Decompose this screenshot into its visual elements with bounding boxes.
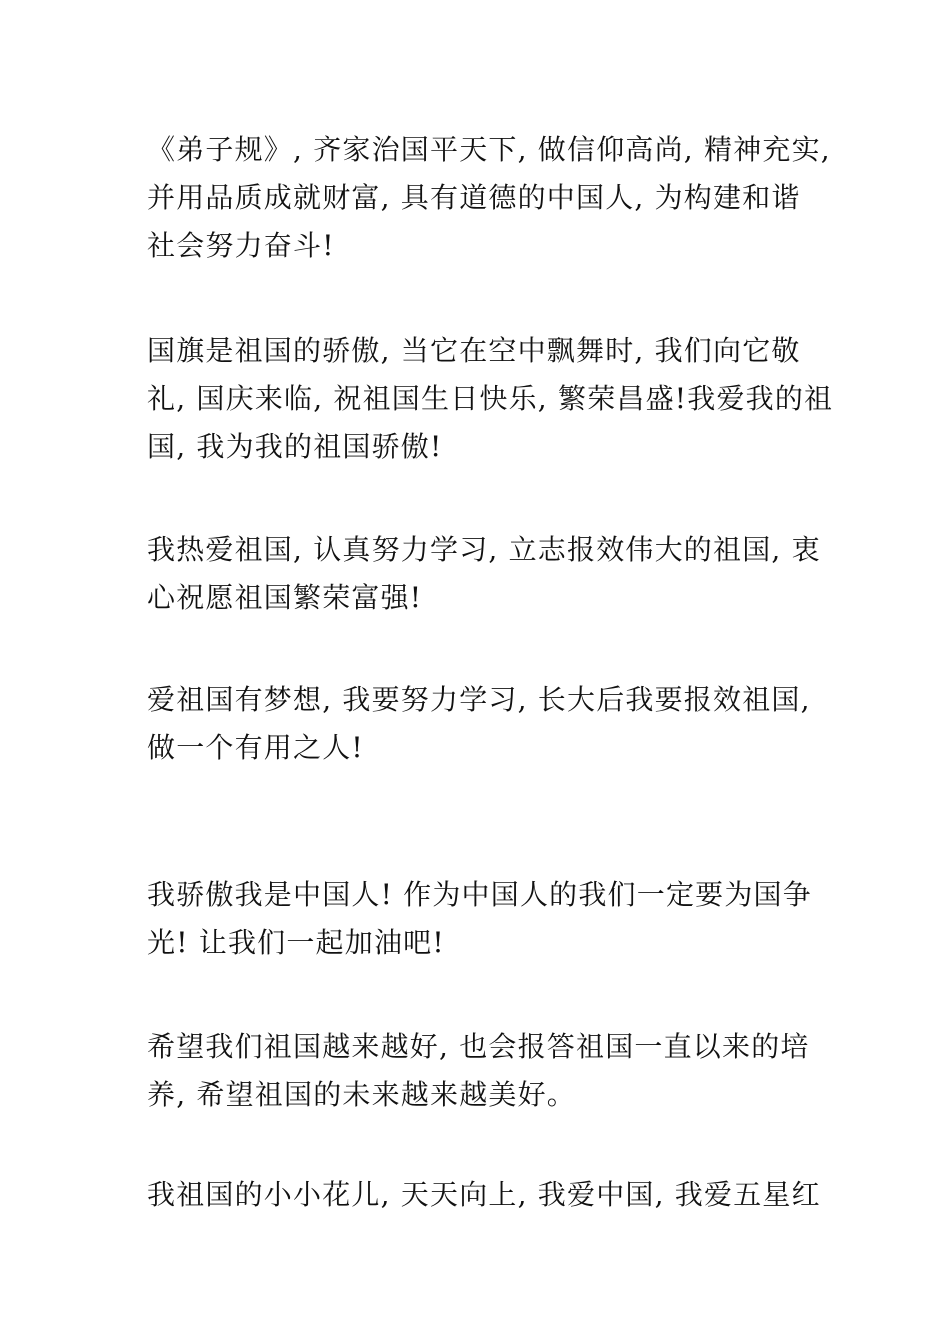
paragraph-line: 爱祖国有梦想, 我要努力学习, 长大后我要报效祖国, xyxy=(147,683,811,716)
paragraph-2 xyxy=(147,327,834,471)
paragraph-line: 国旗是祖国的骄傲, 当它在空中飘舞时, 我们向它敬 xyxy=(147,334,801,367)
paragraph-line: 国, 我为我的祖国骄傲! xyxy=(147,430,443,463)
paragraph-line: 我热爱祖国, 认真努力学习, 立志报效伟大的祖国, 衷 xyxy=(147,533,821,566)
paragraph-3 xyxy=(147,526,821,622)
paragraph-line: 光! 让我们一起加油吧! xyxy=(147,926,445,959)
paragraph-line: 社会努力奋斗! xyxy=(147,229,335,262)
paragraph-line: 《弟子规》, 齐家治国平天下, 做信仰高尚, 精神充实, xyxy=(147,133,831,166)
paragraph-line: 并用品质成就财富, 具有道德的中国人, 为构建和谐 xyxy=(147,181,801,214)
paragraph-line: 做一个有用之人! xyxy=(147,731,364,764)
paragraph-line: 我骄傲我是中国人! 作为中国人的我们一定要为国争 xyxy=(147,878,812,911)
paragraph-line: 养, 希望祖国的未来越来越美好。 xyxy=(147,1078,577,1111)
paragraph-6 xyxy=(147,1023,809,1119)
paragraph-line: 我祖国的小小花儿, 天天向上, 我爱中国, 我爱五星红 xyxy=(147,1178,821,1211)
paragraph-line: 礼, 国庆来临, 祝祖国生日快乐, 繁荣昌盛!我爱我的祖 xyxy=(147,382,834,415)
paragraph-line: 心祝愿祖国繁荣富强! xyxy=(147,581,423,614)
paragraph-4 xyxy=(147,676,809,772)
paragraph-7 xyxy=(147,1171,821,1219)
paragraph-line: 希望我们祖国越来越好, 也会报答祖国一直以来的培 xyxy=(147,1030,810,1063)
paragraph-5 xyxy=(147,871,812,967)
paragraph-1 xyxy=(147,126,831,270)
